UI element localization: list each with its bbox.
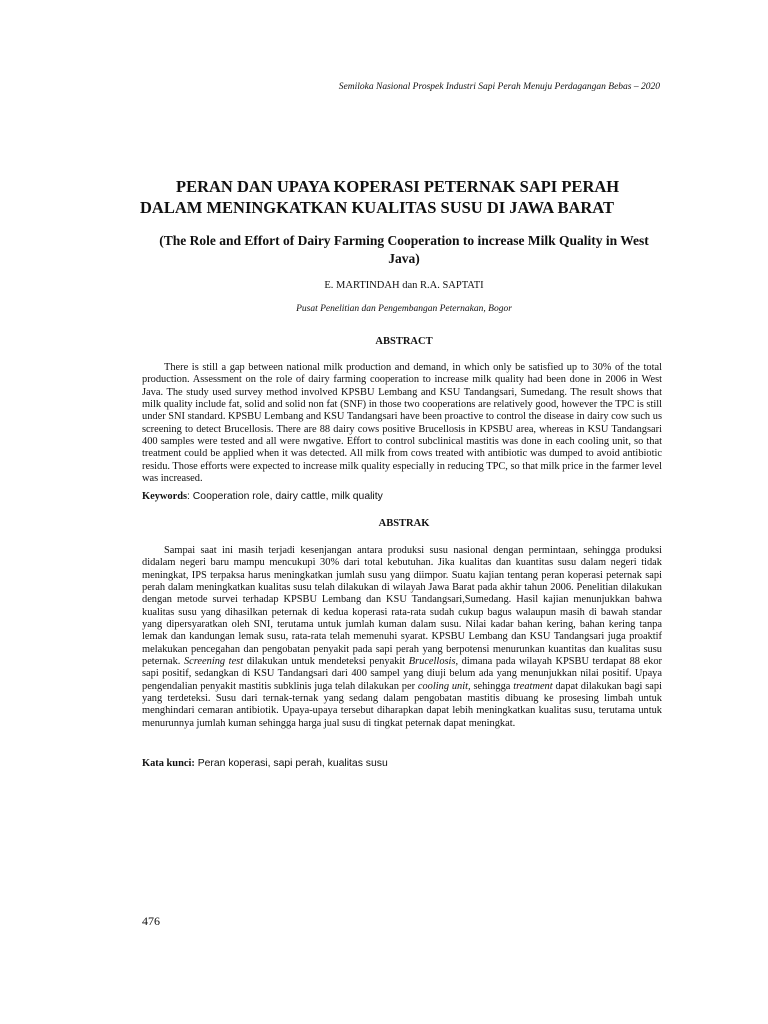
abstrak-italic-screening: Screening test — [183, 656, 244, 668]
kata-kunci — [142, 758, 662, 770]
abstrak-part-4: sehingga — [470, 680, 514, 692]
keywords-label: Keywords — [142, 491, 188, 502]
affiliation: Pusat Penelitian dan Pengembangan Peternakan, Bogor — [296, 304, 512, 314]
paper-title — [140, 176, 680, 218]
authors — [142, 280, 666, 291]
keywords-text: : Cooperation role, dairy cattle, milk quality — [187, 491, 383, 502]
author-2-initial: R.A. S — [419, 280, 449, 291]
abstrak-part-3: , dimana pada wilayah KPSBU terdapat 88 ekor sapi positif, sedangkan di KSU Tandangsari dari 400 sampel yang diuji belum ada yang menunjukkan nilai positif. Upaya pengendalian penyakit mastitis subklinis juga telah dilakukan per — [142, 656, 663, 692]
abstrak-text — [142, 545, 662, 730]
author-1-initial: E. M — [324, 280, 346, 291]
abstrak-italic-brucellosis: Brucellosis — [408, 656, 456, 668]
abstract-heading: ABSTRACT — [375, 336, 433, 347]
kata-kunci-text: Peran koperasi, sapi perah, kualitas susu — [194, 758, 388, 769]
abstrak-italic-treatment: treatment — [513, 680, 553, 692]
abstrak-part-1: Sampai saat ini masih terjadi kesenjangan antara produksi susu nasional dengan permintaan, sehingga produksi didalam negeri baru mampu mencukupi 30% dari total kebutuhan. Jika kualitas dan kuantitas susu dalam negeri tidak meningkat, IPS terpaksa harus meningkatkan jumlah susu yang diimpor. Suatu kajian tentang peran koperasi peternak sapi perah dalam meningkatkan kualitas susu telah dilakukan di wilayah Jawa Barat pada akhir tahun 2006. Penelitian dilakukan dengan metode survei terhadap KPSBU Lembang dan KSU Tandangsari,Sumedang. Hasil kajian menunjukkan bahwa kualitas susu yang dihasilkan peternak di kedua koperasi rata-rata sudah cukup bagus walaupun masih di bawah standar yang dipersyaratkan oleh SNI, terutama untuk jumlah kuman dalam susu. Nilai kadar bahan kering, bahan kering tanpa lemak dan kandungan lemak susu, rata-rata telah memenuhi syarat. KPSBU Lembang dan KSU Tandangsari juga proaktif melakukan pencegahan dan pengobatan penyakit pada sapi perah yang berpotensi menurunkan kuantitas dan kualitas susu peternak. — [142, 545, 662, 668]
abstrak-part-5: dapat dilakukan bagi sapi yang terdeteksi. Susu dari ternak-ternak yang sedang dalam pengobatan mastitis dibuang ke prosesing limbah untuk menghindari cemaran antibiotik. Upaya-upaya tersebut diharapkan dapat lebih meningkatkan kualitas susu, terutama untuk menurunnya jumlah kuman sehingga harga jual susu di tingkat peternak dapat meningkat. — [142, 680, 663, 729]
author-1-surname: ARTINDAH — [345, 280, 400, 291]
abstrak-italic-cooling: cooling unit, — [417, 680, 471, 692]
abstrak-heading: ABSTRAK — [378, 518, 430, 529]
keywords — [142, 491, 662, 503]
author-2-surname: APTATI — [448, 280, 484, 291]
page-number: 476 — [142, 914, 160, 928]
author-conjunction: dan — [399, 280, 420, 291]
title-line-1: PERAN DAN UPAYA KOPERASI PETERNAK SAPI PERAH — [176, 177, 620, 196]
abstract-text: There is still a gap between national milk production and demand, in which only be satisfied up to 30% of the total production. Assessment on the role of dairy farming cooperation to increase milk quality had been done in 2006 in West Java. The study used survey method involved KPSBU Lembang and KSU Tandangsari, Sumedang. The result shows that milk quality include fat, solid and solid non fat (SNF) in those two cooperations are relatively good, however the TPC is still under SNI standard. KPSBU Lembang and KSU Tandangsari have been proactive to control the disease in dairy cow such us screening to detect Brucellosis. There are 88 dairy cows positive Brucellosis in KPSBU area, whereas in KSU Tandangsari 400 samples were tested and all were nwgative. Effort to control subclinical mastitis was done in each cooling unit, so that treatment could be applied when it was detected. All milk from cows treated with antibiotic was dumped to avoid antibiotic residu. Those efforts were expected to increase milk quality especially in reducing TPC, so that milk price in the farmer level was increased. — [142, 362, 662, 485]
title-line-2: DALAM MENINGKATKAN KUALITAS SUSU DI JAWA BARAT — [140, 198, 614, 217]
running-header: Semiloka Nasional Prospek Industri Sapi Perah Menuju Perdagangan Bebas – 2020 — [338, 82, 660, 92]
abstrak-part-2: dilakukan untuk mendeteksi penyakit — [243, 656, 409, 668]
kata-kunci-label: Kata kunci: — [142, 758, 195, 769]
english-title: (The Role and Effort of Dairy Farming Cooperation to increase Milk Quality in West Java) — [159, 233, 649, 266]
